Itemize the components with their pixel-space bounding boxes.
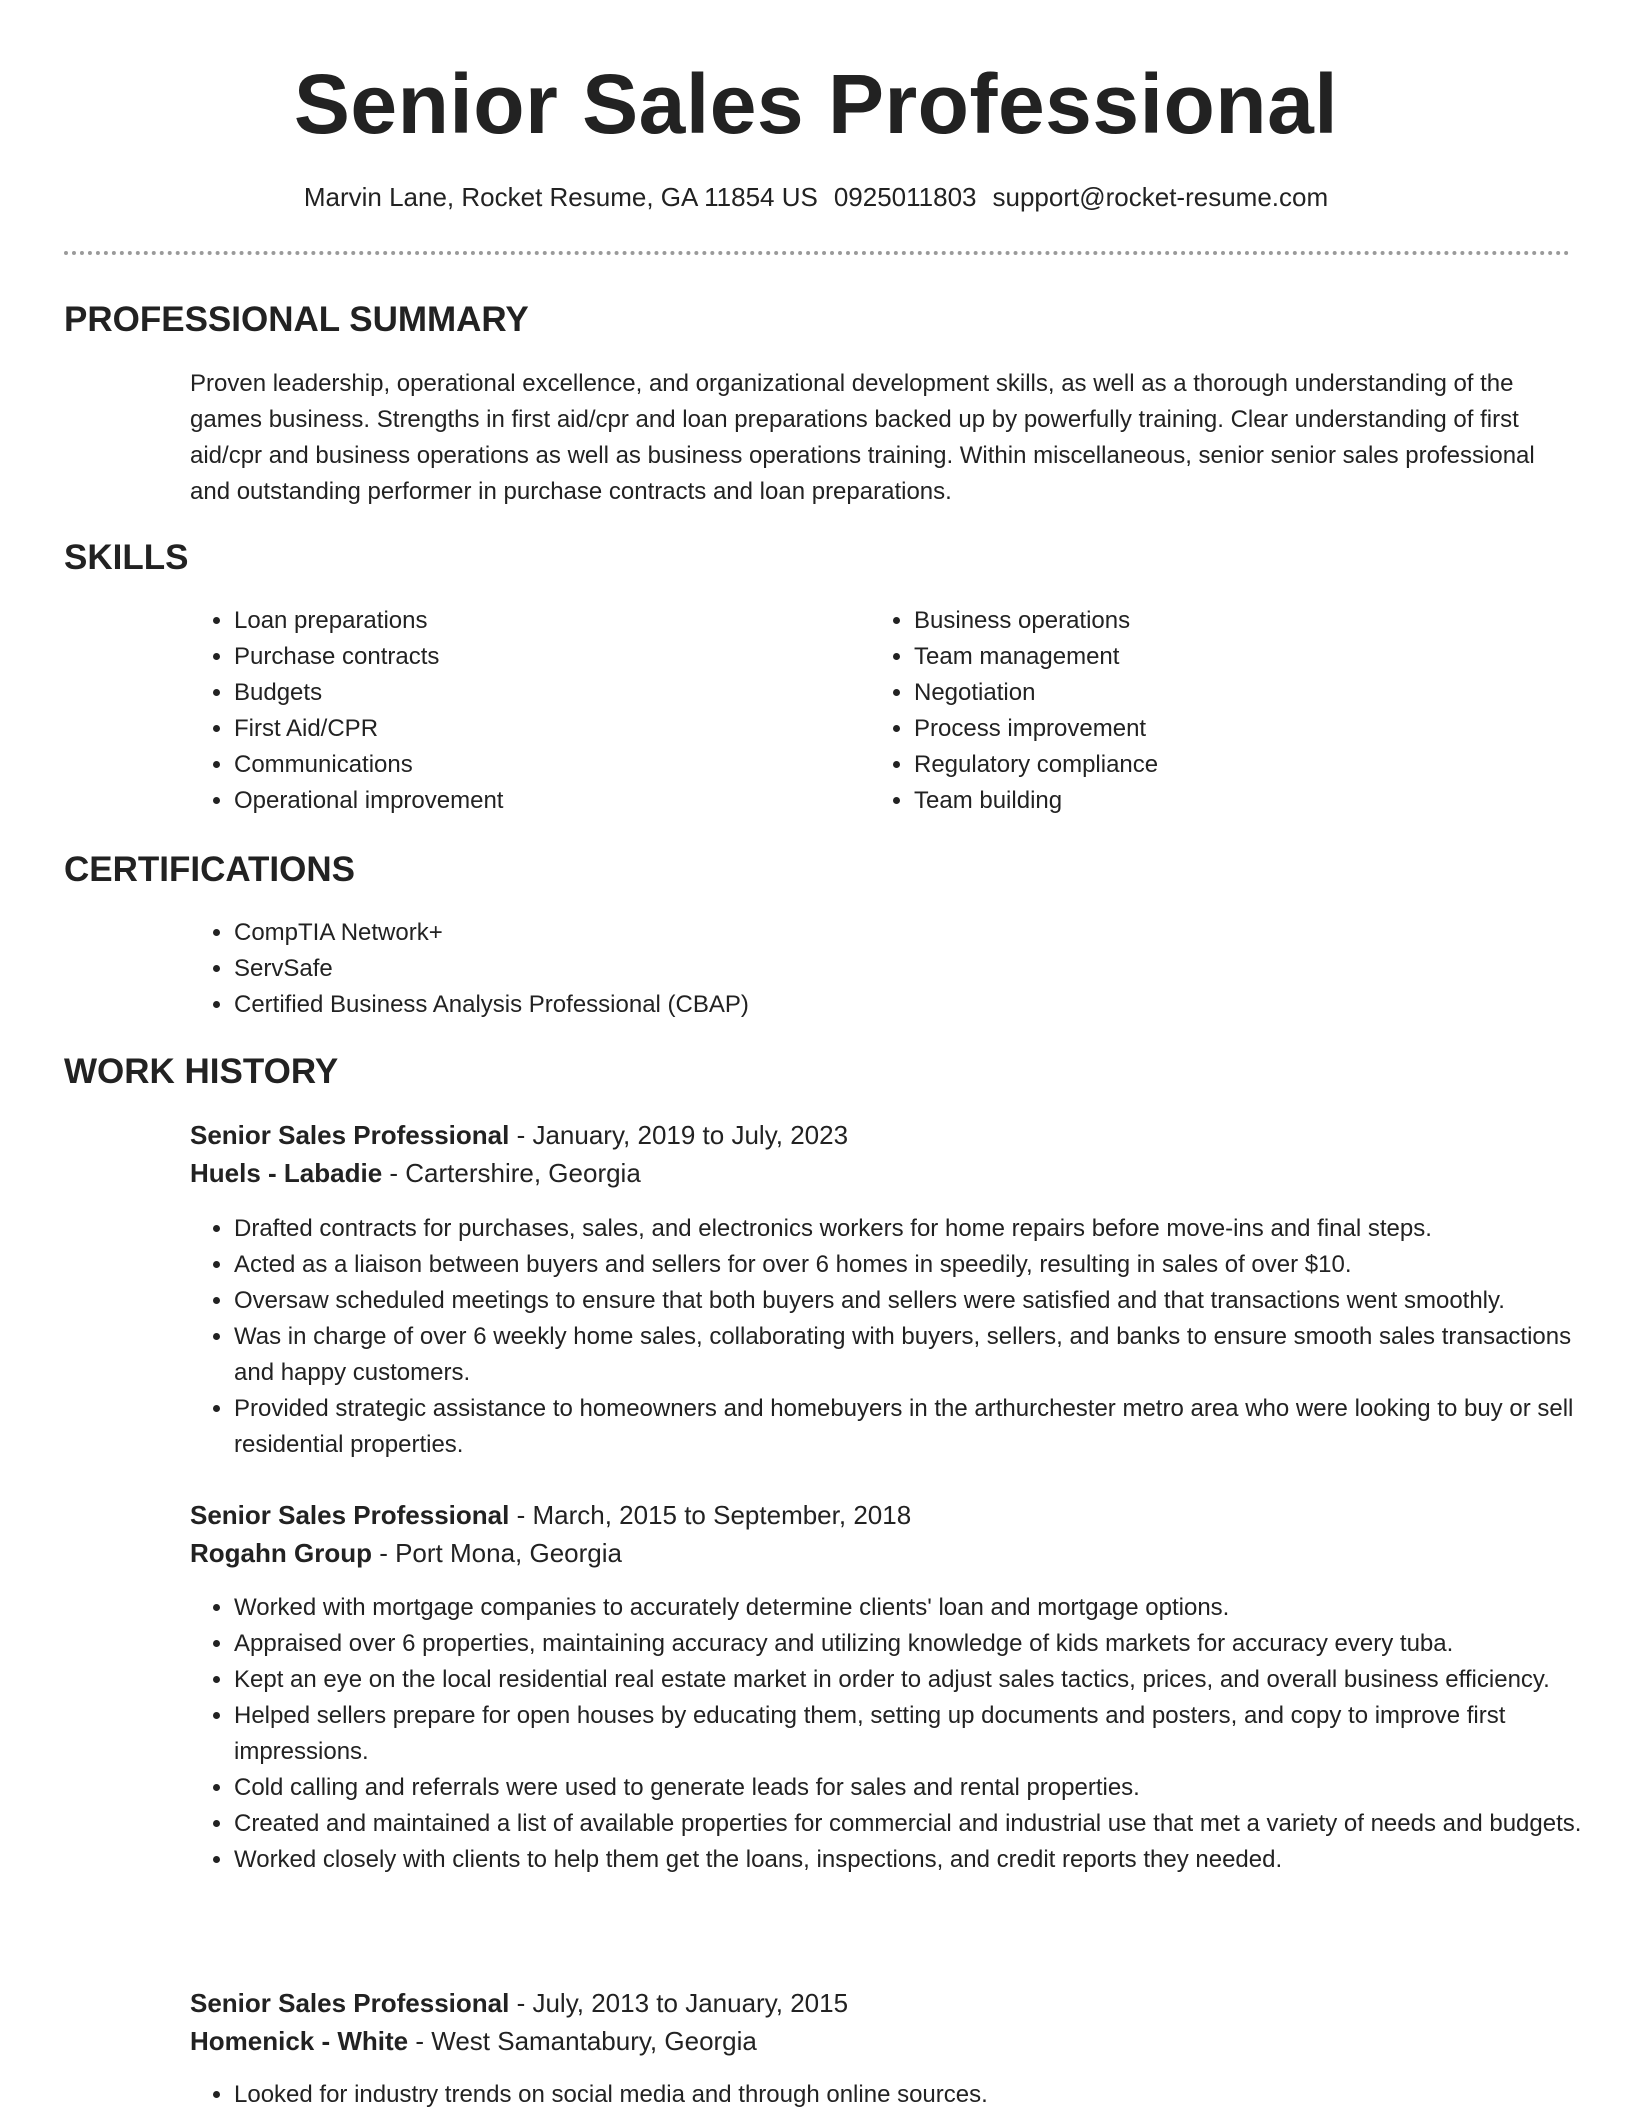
job-bullet: • Was in charge of over 6 weekly home sales, collaborating with buyers, sellers, and banks to ensure smooth sales transactions and happy customers. (234, 1319, 1614, 1391)
job-title-line (190, 1988, 848, 2019)
certification-item: • CompTIA Network+ (234, 915, 1434, 951)
job-title: Senior Sales Professional (190, 1500, 510, 1530)
skill-item: • First Aid/CPR (234, 711, 834, 747)
job-company: Huels - Labadie (190, 1158, 383, 1188)
work-history-heading: WORK HISTORY (64, 1052, 339, 1091)
skill-item: • Operational improvement (234, 783, 834, 819)
contact-line (0, 182, 1632, 213)
job-company: Homenick - White (190, 2026, 409, 2056)
job-bullet: • Helped sellers prepare for open houses by educating them, setting up documents and posters, and copy to improve first impressions. (234, 1698, 1614, 1770)
certifications-heading: CERTIFICATIONS (64, 850, 356, 889)
skills-heading: SKILLS (64, 538, 189, 577)
job-bullet: • Oversaw scheduled meetings to ensure that both buyers and sellers were satisfied and that transactions went smoothly. (234, 1283, 1614, 1319)
skill-item: • Team building (914, 783, 1514, 819)
job-bullets (190, 1590, 1614, 1878)
job-bullet: • Created and maintained a list of available properties for commercial and industrial use that met a variety of needs and budgets. (234, 1806, 1614, 1842)
job-bullet: • Worked with mortgage companies to accurately determine clients' loan and mortgage options. (234, 1590, 1614, 1626)
summary-text: Proven leadership, operational excellence, and organizational development skills, as well as a thorough understanding of the games business. Strengths in first aid/cpr and loan preparations backed up by powerfully training. Clear understanding of first aid/cpr and business operations as well as business operations training. Within miscellaneous, senior senior sales professional and outstanding performer in purchase contracts and loan preparations. (190, 370, 1535, 505)
job-title: Senior Sales Professional (190, 1988, 510, 2018)
skill-item: • Team management (914, 639, 1514, 675)
job-location: - West Samantabury, Georgia (408, 2026, 757, 2056)
job-dates: - January, 2019 to July, 2023 (509, 1120, 849, 1150)
job-dates: - March, 2015 to September, 2018 (509, 1500, 912, 1530)
job-title: Senior Sales Professional (190, 1120, 510, 1150)
skill-item: • Communications (234, 747, 834, 783)
certifications-list (190, 915, 1434, 1023)
job-company-line (190, 1158, 641, 1189)
job-bullet: • Looked for industry trends on social media and through online sources. (234, 2077, 1614, 2113)
job-company-line (190, 2026, 757, 2057)
job-bullet: • Worked closely with clients to help them get the loans, inspections, and credit reports they needed. (234, 1842, 1614, 1878)
skills-list-left (190, 603, 834, 819)
skill-item: • Regulatory compliance (914, 747, 1514, 783)
job-location: - Cartershire, Georgia (382, 1158, 641, 1188)
job-bullet: • Provided strategic assistance to homeowners and homebuyers in the arthurchester metro area who were looking to buy or sell residential properties. (234, 1391, 1614, 1463)
header-divider (64, 251, 1570, 255)
contact-phone: 0925011803 (833, 182, 977, 212)
certification-item: • Certified Business Analysis Professional (CBAP) (234, 987, 1434, 1023)
contact-email: support@rocket-resume.com (992, 182, 1329, 212)
job-bullet: • Kept an eye on the local residential real estate market in order to adjust sales tactics, prices, and overall business efficiency. (234, 1662, 1614, 1698)
job-title-line (190, 1500, 911, 1531)
job-bullet: • Acted as a liaison between buyers and sellers for over 6 homes in speedily, resulting in sales of over $10. (234, 1247, 1614, 1283)
skill-item: • Business operations (914, 603, 1514, 639)
job-bullet: • Cold calling and referrals were used to generate leads for sales and rental properties. (234, 1770, 1614, 1806)
job-bullets (190, 2077, 1614, 2113)
job-dates: - July, 2013 to January, 2015 (509, 1988, 849, 2018)
job-title-line (190, 1120, 848, 1151)
skills-list-right (870, 603, 1514, 819)
contact-address: Marvin Lane, Rocket Resume, GA 11854 US (303, 182, 818, 212)
certification-item: • ServSafe (234, 951, 1434, 987)
job-bullet: • Drafted contracts for purchases, sales, and electronics workers for home repairs before move-ins and final steps. (234, 1211, 1614, 1247)
skill-item: • Process improvement (914, 711, 1514, 747)
job-bullets (190, 1211, 1614, 1463)
skill-item: • Negotiation (914, 675, 1514, 711)
skill-item: • Budgets (234, 675, 834, 711)
resume-title: Senior Sales Professional (293, 57, 1339, 151)
job-location: - Port Mona, Georgia (371, 1538, 622, 1568)
skill-item: • Loan preparations (234, 603, 834, 639)
summary-heading: PROFESSIONAL SUMMARY (64, 300, 529, 339)
job-company-line (190, 1538, 622, 1569)
skill-item: • Purchase contracts (234, 639, 834, 675)
job-company: Rogahn Group (190, 1538, 372, 1568)
job-bullet: • Appraised over 6 properties, maintaining accuracy and utilizing knowledge of kids markets for accuracy every tuba. (234, 1626, 1614, 1662)
